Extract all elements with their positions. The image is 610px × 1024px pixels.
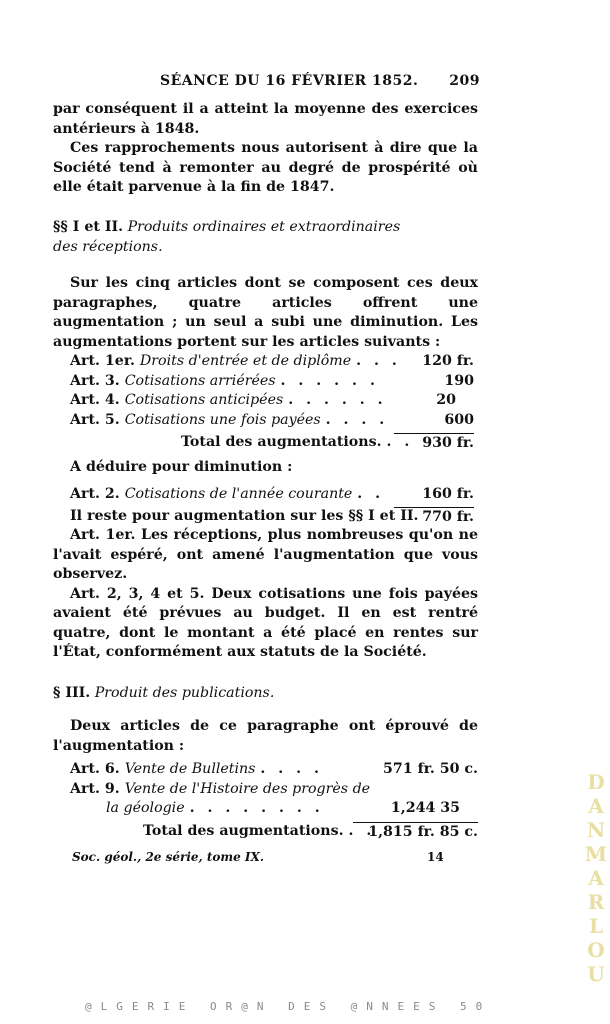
amount: 600 xyxy=(444,411,474,428)
page-number: 209 xyxy=(449,73,480,89)
publication-row: Art. 9. Vente de l'Histoire des progrès de xyxy=(70,780,371,797)
section-1-title: Produits ordinaires et extraordinaires xyxy=(127,219,401,235)
publication-row-continued: la géologie . . . . . . . . 1,244 35 xyxy=(53,799,478,819)
augmentation-row: Art. 3. Cotisations arriérées . . . . . . 190 xyxy=(53,372,478,392)
total-augmentations-2: Total des augmentations. . . 1,815 fr. 85 c. xyxy=(53,819,478,841)
page-header xyxy=(160,73,480,89)
amount: 120 fr. xyxy=(422,353,474,369)
signature-mark: 14 xyxy=(427,850,444,864)
amount: 571 fr. 50 c. xyxy=(383,761,478,777)
section-1-number: §§ I et II. xyxy=(53,219,124,235)
section-3-number: § III. xyxy=(53,685,91,701)
paragraph-1: par conséquent il a atteint la moyenne des exercices antérieurs à 1848. xyxy=(53,101,478,137)
watermark: @LGERIE OR@N DES @NNEES 50 xyxy=(85,1000,492,1013)
section-heading-3 xyxy=(53,684,478,704)
paragraph-art2: Art. 2, 3, 4 et 5. Deux cotisations une fois payées avaient été prévues au budget. Il en est rentré quatre, dont le montant a été placé en rentes sur l'État, conformément aux statuts de la Société. xyxy=(53,585,478,660)
section-3-title: Produit des publications. xyxy=(94,685,275,701)
augmentation-row: Art. 1er. Droits d'entrée et de diplôme . . . 120 fr. xyxy=(53,352,478,372)
reste-amount: 770 fr. xyxy=(394,507,474,528)
diminution-row: Art. 2. Cotisations de l'année courante . . 160 fr. xyxy=(53,485,478,505)
section-1-title-line2: des réceptions. xyxy=(53,238,163,255)
total-amount: 1,815 fr. 85 c. xyxy=(353,822,478,843)
body-block-1 xyxy=(53,100,478,198)
publication-row: Art. 6. Vente de Bulletins . . . . 571 fr. 50 c. xyxy=(53,760,478,780)
page-running-title: SÉANCE DU 16 FÉVRIER 1852. xyxy=(160,73,419,89)
amount: 160 fr. xyxy=(422,485,474,502)
page-footer xyxy=(72,850,444,864)
section-heading-1 xyxy=(53,218,478,257)
body-block-3 xyxy=(53,717,478,841)
amount: 20 xyxy=(436,392,456,408)
amount: 190 xyxy=(444,372,474,389)
deduire-line: A déduire pour diminution : xyxy=(70,459,293,475)
paragraph-4: Deux articles de ce paragraphe ont éprouvé de l'augmentation : xyxy=(53,718,478,754)
augmentation-row: Art. 5. Cotisations une fois payées . . . . 600 xyxy=(53,411,478,431)
total-augmentations-1: Total des augmentations. . . 930 fr. xyxy=(53,430,478,452)
amount: 1,244 35 xyxy=(390,800,460,816)
paragraph-3: Sur les cinq articles dont se composent ces deux paragraphes, quatre articles offrent une augmentation ; un seul a subi une diminution. Les augmentations portent sur les articles suivants : xyxy=(53,275,478,350)
paragraph-2: Ces rapprochements nous autorisent à dire que la Société tend à remonter au degré de prospérité où elle était parvenue à la fin de 1847. xyxy=(53,140,478,195)
total-amount: 930 fr. xyxy=(394,433,474,454)
body-block-2 xyxy=(53,274,478,663)
reste-row: Il reste pour augmentation sur les §§ I et II. 770 fr. xyxy=(53,504,478,526)
augmentation-row: Art. 4. Cotisations anticipées . . . . . . 20 xyxy=(53,391,478,411)
footer-citation: Soc. géol., 2e série, tome IX. xyxy=(72,850,265,864)
paragraph-art1: Art. 1er. Les réceptions, plus nombreuses qu'on ne l'avait espéré, ont amené l'augmentation que vous observez. xyxy=(53,527,478,582)
side-watermark: DANMARLOU xyxy=(584,770,608,986)
